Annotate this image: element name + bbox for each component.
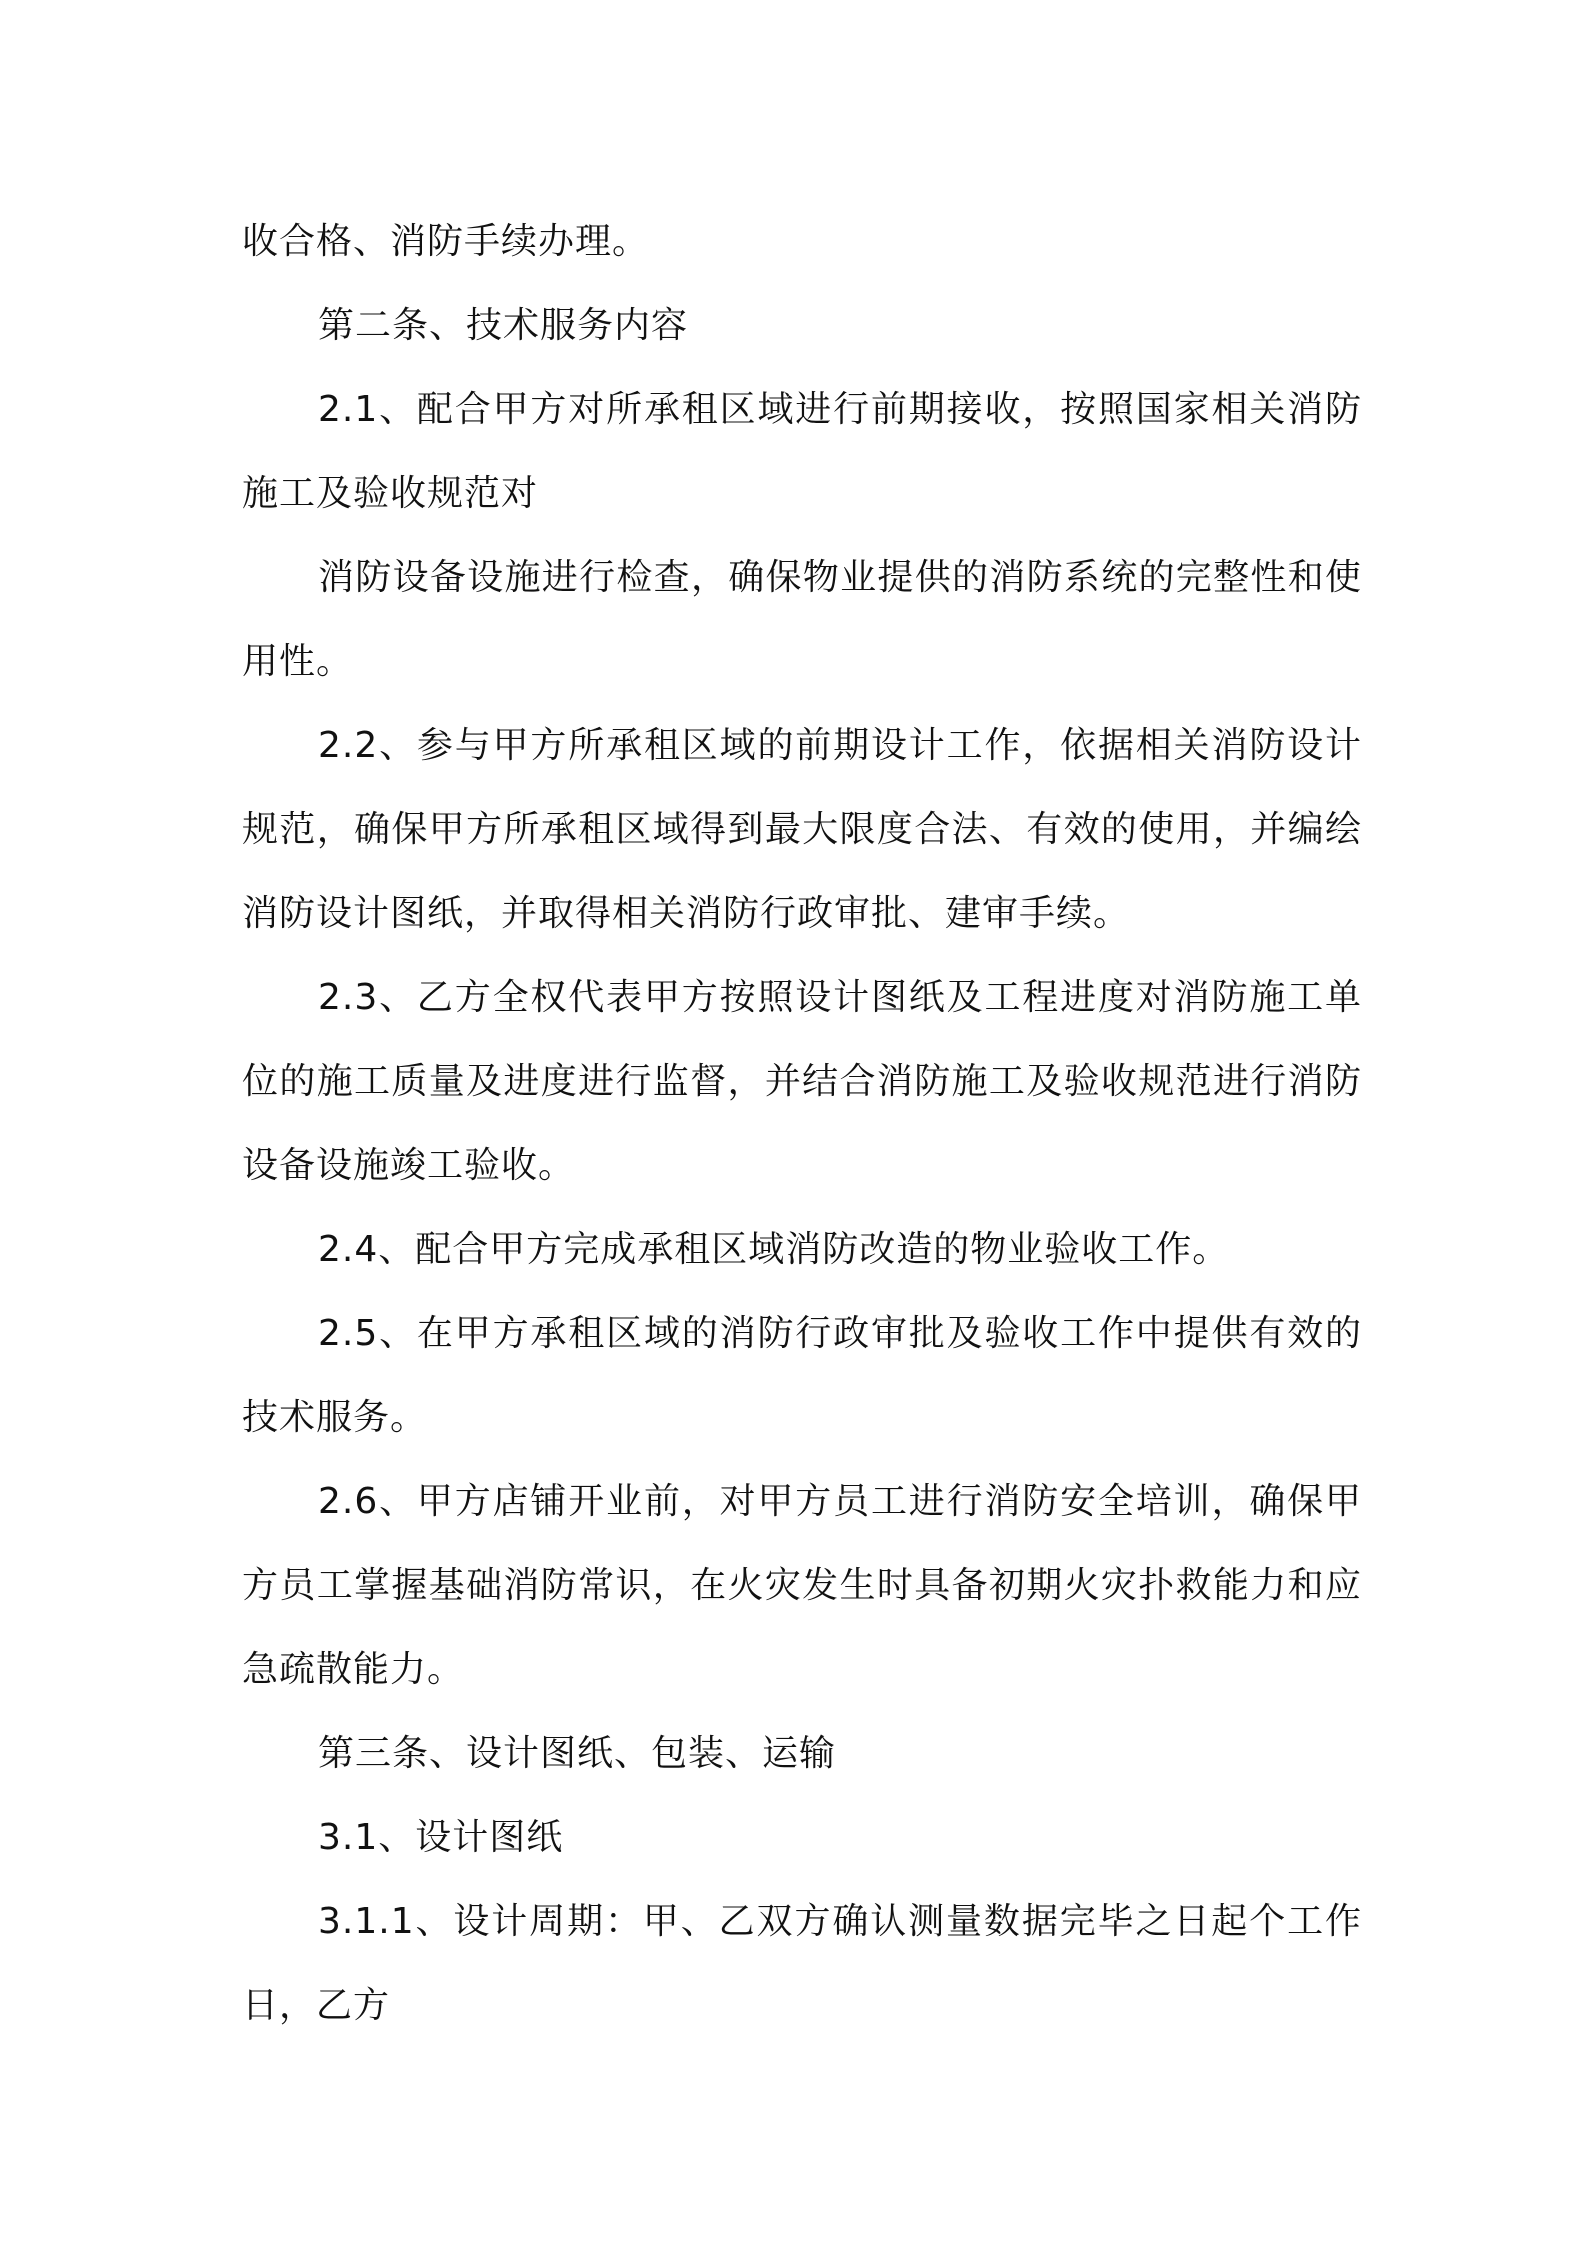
- paragraph: 3.1.1、设计周期：甲、乙双方确认测量数据完毕之日起个工作日，乙方: [242, 1901, 1362, 2026]
- section-heading: 第二条、技术服务内容: [318, 305, 689, 346]
- paragraph: 消防设备设施进行检查，确保物业提供的消防系统的完整性和使用性。: [242, 557, 1362, 682]
- paragraph: 2.2、参与甲方所承租区域的前期设计工作，依据相关消防设计规范，确保甲方所承租区域得到最大限度合法、有效的使用，并编绘消防设计图纸，并取得相关消防行政审批、建审手续。: [242, 725, 1362, 934]
- paragraph: 收合格、消防手续办理。: [242, 221, 650, 262]
- subsection-heading: 3.1、设计图纸: [318, 1817, 564, 1858]
- paragraph: 2.5、在甲方承租区域的消防行政审批及验收工作中提供有效的技术服务。: [242, 1313, 1362, 1438]
- paragraph: 2.1、配合甲方对所承租区域进行前期接收，按照国家相关消防施工及验收规范对: [242, 389, 1362, 514]
- paragraph: 2.4、配合甲方完成承租区域消防改造的物业验收工作。: [318, 1229, 1230, 1270]
- paragraph: 2.3、乙方全权代表甲方按照设计图纸及工程进度对消防施工单位的施工质量及进度进行监督，并结合消防施工及验收规范进行消防设备设施竣工验收。: [242, 977, 1362, 1186]
- section-heading: 第三条、设计图纸、包装、运输: [318, 1733, 837, 1774]
- document-body: [242, 200, 1362, 2048]
- paragraph: 2.6、甲方店铺开业前，对甲方员工进行消防安全培训，确保甲方员工掌握基础消防常识，在火灾发生时具备初期火灾扑救能力和应急疏散能力。: [242, 1481, 1362, 1690]
